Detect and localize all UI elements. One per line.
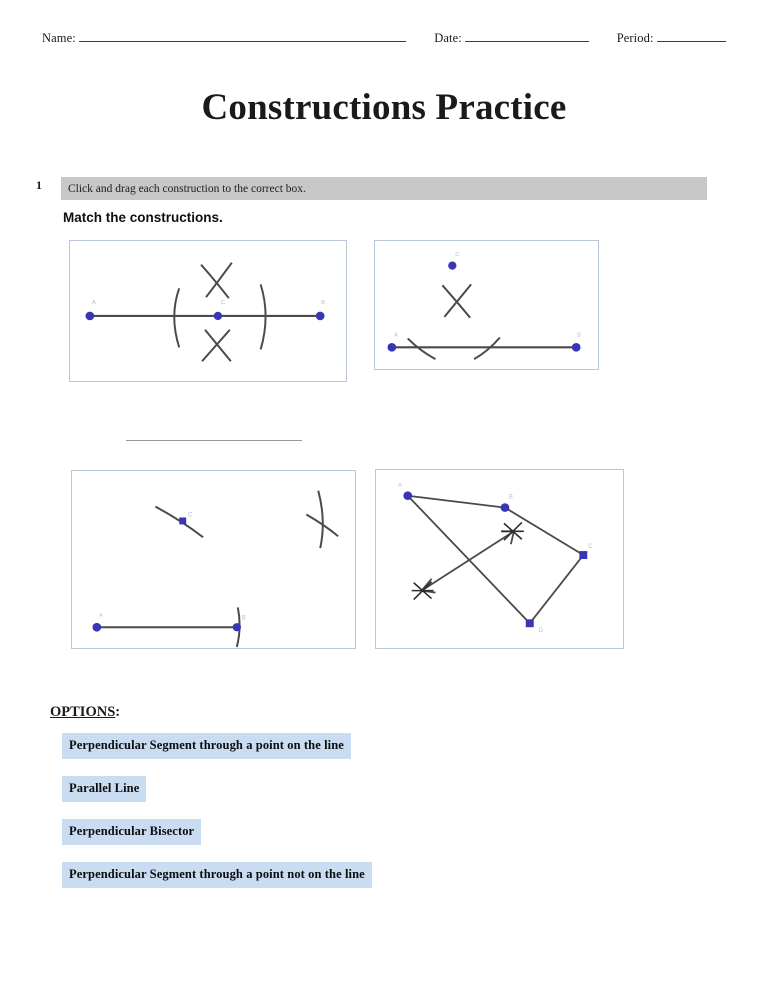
point-b (233, 623, 241, 631)
point-label-b: B (241, 615, 246, 622)
option-row-1 (62, 733, 482, 776)
page-title: Constructions Practice (201, 87, 567, 128)
question-number: 1 (36, 178, 42, 192)
period-blank[interactable] (657, 30, 726, 42)
point-b (501, 503, 510, 512)
point-label-c: C (220, 300, 226, 307)
point-label-c: C (188, 512, 193, 519)
instruction-bar (61, 177, 707, 200)
construction-box-2[interactable] (374, 240, 599, 370)
point-b (316, 312, 325, 321)
construction-box-3[interactable] (71, 470, 356, 649)
point-label-a: A (393, 332, 398, 339)
construction-figure-1 (70, 241, 346, 381)
point-label-a: A (397, 482, 402, 489)
point-b (572, 343, 581, 352)
date-blank[interactable] (465, 30, 589, 42)
construction-box-4[interactable] (375, 469, 624, 649)
point-c (579, 551, 587, 559)
option-row-3 (62, 819, 482, 862)
options-heading-colon: : (115, 704, 121, 720)
name-label: Name: (42, 31, 76, 45)
point-label-b: B (577, 332, 582, 339)
options-list (62, 733, 482, 905)
point-c (214, 312, 222, 320)
point-label-c: C (455, 251, 460, 258)
point-label-b: B (508, 494, 513, 501)
construction-figure-3 (72, 471, 355, 648)
point-c (448, 261, 456, 269)
instruction-text: Click and drag each construction to the correct box. (68, 182, 306, 195)
option-row-4 (62, 862, 482, 905)
option-chip-perpendicular-segment-on-line[interactable]: Perpendicular Segment through a point on the line (62, 733, 351, 759)
point-label-b: B (321, 300, 326, 307)
point-label-d: D (538, 628, 543, 635)
option-chip-perpendicular-bisector[interactable]: Perpendicular Bisector (62, 819, 201, 845)
construction-figure-4 (376, 470, 623, 648)
point-a (85, 312, 94, 321)
name-blank[interactable] (79, 30, 407, 42)
student-info-row (42, 30, 726, 52)
option-chip-parallel-line[interactable]: Parallel Line (62, 776, 146, 802)
period-label: Period: (616, 31, 654, 45)
point-a (403, 491, 412, 500)
point-c (179, 517, 186, 524)
point-a (387, 343, 396, 352)
options-heading (50, 704, 120, 721)
date-label: Date: (434, 31, 462, 45)
point-d (526, 619, 534, 627)
point-label-c: C (588, 544, 593, 551)
option-chip-perpendicular-segment-not-on-line[interactable]: Perpendicular Segment through a point not on the line (62, 862, 372, 888)
prompt-heading: Match the constructions. (63, 210, 223, 225)
options-heading-text: OPTIONS (50, 704, 116, 720)
construction-figure-2 (375, 241, 598, 369)
point-label-a: A (98, 613, 103, 620)
option-row-2 (62, 776, 482, 819)
answer-blank-line[interactable] (126, 440, 302, 441)
construction-box-1[interactable] (69, 240, 347, 382)
point-a (92, 623, 101, 632)
point-label-a: A (91, 300, 96, 307)
